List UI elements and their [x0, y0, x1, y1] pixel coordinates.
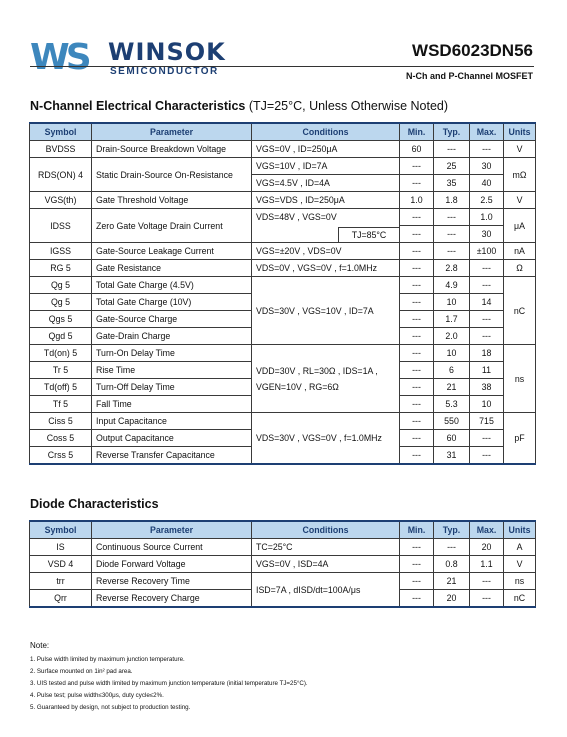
logo-tagline: SEMICONDUCTOR	[110, 66, 219, 77]
row-typ: 35	[434, 175, 470, 192]
row-symbol: VSD 4	[30, 556, 92, 573]
table-row	[30, 345, 536, 362]
col-symbol: Symbol	[30, 123, 92, 141]
row-max: ---	[470, 260, 504, 277]
row-symbol: RDS(ON) 4	[30, 158, 92, 192]
row-unit: V	[504, 141, 536, 158]
note-item: 1. Pulse width limited by maximum junction temperature.	[30, 656, 185, 663]
diode-section-title: Diode Characteristics	[30, 497, 159, 511]
row-symbol: RG 5	[30, 260, 92, 277]
row-typ: ---	[434, 539, 470, 556]
switching-condition-line1: VDD=30V , RL=30Ω , IDS=1A ,	[256, 365, 378, 376]
row-max: 38	[470, 379, 504, 396]
row-typ: 31	[434, 447, 470, 465]
row-condition: VGS=±20V , VDS=0V	[252, 243, 400, 260]
table-row	[30, 192, 536, 209]
row-min: ---	[400, 362, 434, 379]
row-max: ---	[470, 328, 504, 345]
reverse-recovery-condition: ISD=7A , dISD/dt=100A/μs	[252, 573, 400, 608]
nch-characteristics-table	[29, 122, 536, 465]
header-rule	[30, 66, 534, 67]
row-condition: VGS=10V , ID=7A	[252, 158, 400, 175]
row-typ: ---	[434, 209, 470, 226]
row-typ: 4.9	[434, 277, 470, 294]
col-typ: Typ.	[434, 521, 470, 539]
row-typ: ---	[434, 141, 470, 158]
row-min: ---	[400, 209, 434, 226]
row-min: 1.0	[400, 192, 434, 209]
row-unit: ns	[504, 573, 536, 590]
col-conditions: Conditions	[252, 123, 400, 141]
row-parameter: Gate-Source Leakage Current	[92, 243, 252, 260]
row-symbol: VGS(th)	[30, 192, 92, 209]
row-typ: 60	[434, 430, 470, 447]
row-symbol: trr	[30, 573, 92, 590]
nch-title: N-Channel Electrical Characteristics	[30, 99, 246, 113]
row-min: ---	[400, 311, 434, 328]
row-parameter: Continuous Source Current	[92, 539, 252, 556]
row-symbol: Qgd 5	[30, 328, 92, 345]
row-unit: nA	[504, 243, 536, 260]
col-max: Max.	[470, 123, 504, 141]
note-item: 4. Pulse test; pulse width≤300μs, duty cycle≤2%.	[30, 692, 164, 699]
table-row	[30, 141, 536, 158]
row-condition: TC=25°C	[252, 539, 400, 556]
row-symbol: BVDSS	[30, 141, 92, 158]
row-symbol: Td(on) 5	[30, 345, 92, 362]
row-typ: 21	[434, 573, 470, 590]
col-min: Min.	[400, 521, 434, 539]
row-typ: 2.8	[434, 260, 470, 277]
row-parameter: Turn-On Delay Time	[92, 345, 252, 362]
row-symbol: Qg 5	[30, 294, 92, 311]
row-min: ---	[400, 556, 434, 573]
row-symbol: Qg 5	[30, 277, 92, 294]
col-min: Min.	[400, 123, 434, 141]
row-min: ---	[400, 328, 434, 345]
gate-charge-unit: nC	[504, 277, 536, 345]
row-max: ---	[470, 430, 504, 447]
table-row	[30, 158, 536, 175]
table-row	[30, 573, 536, 590]
row-typ: 550	[434, 413, 470, 430]
page-header	[0, 0, 567, 92]
row-parameter: Rise Time	[92, 362, 252, 379]
col-parameter: Parameter	[92, 521, 252, 539]
row-parameter: Static Drain-Source On-Resistance	[92, 158, 252, 192]
col-conditions: Conditions	[252, 521, 400, 539]
row-parameter: Total Gate Charge (10V)	[92, 294, 252, 311]
row-typ: ---	[434, 243, 470, 260]
row-symbol: Qrr	[30, 590, 92, 608]
row-unit: Ω	[504, 260, 536, 277]
table-row	[30, 556, 536, 573]
row-condition: VGS=0V , ISD=4A	[252, 556, 400, 573]
logo-mark-text: WS	[30, 37, 88, 78]
row-max: ---	[470, 590, 504, 608]
row-symbol: IGSS	[30, 243, 92, 260]
device-subtitle: N-Ch and P-Channel MOSFET	[406, 71, 533, 81]
col-typ: Typ.	[434, 123, 470, 141]
table-row	[30, 260, 536, 277]
row-min: ---	[400, 345, 434, 362]
table-row	[30, 243, 536, 260]
row-max: 715	[470, 413, 504, 430]
row-unit: A	[504, 539, 536, 556]
row-typ: 10	[434, 294, 470, 311]
switching-unit: ns	[504, 345, 536, 413]
row-min: ---	[400, 430, 434, 447]
row-parameter: Gate-Source Charge	[92, 311, 252, 328]
row-min: ---	[400, 573, 434, 590]
row-min: ---	[400, 158, 434, 175]
row-max: 11	[470, 362, 504, 379]
col-symbol: Symbol	[30, 521, 92, 539]
row-symbol: Qgs 5	[30, 311, 92, 328]
row-symbol: IS	[30, 539, 92, 556]
row-parameter: Turn-Off Delay Time	[92, 379, 252, 396]
row-max: 40	[470, 175, 504, 192]
row-parameter: Output Capacitance	[92, 430, 252, 447]
diode-characteristics-table	[29, 520, 536, 608]
row-unit: V	[504, 556, 536, 573]
note-item: 3. UIS tested and pulse width limited by maximum junction temperature (initial temperature TJ=25°C).	[30, 680, 308, 687]
row-typ: 20	[434, 590, 470, 608]
row-typ: 1.8	[434, 192, 470, 209]
row-symbol: Crss 5	[30, 447, 92, 465]
note-item: 5. Guaranteed by design, not subject to production testing.	[30, 704, 191, 711]
row-max: 2.5	[470, 192, 504, 209]
row-max: ±100	[470, 243, 504, 260]
row-max: 1.0	[470, 209, 504, 226]
row-symbol: Ciss 5	[30, 413, 92, 430]
row-typ: 5.3	[434, 396, 470, 413]
switching-condition	[252, 345, 400, 413]
table-row	[30, 539, 536, 556]
row-unit: mΩ	[504, 158, 536, 192]
row-typ: 6	[434, 362, 470, 379]
notes-title: Note:	[30, 641, 50, 650]
row-parameter: Input Capacitance	[92, 413, 252, 430]
logo-wordmark: WINSOK	[108, 38, 226, 66]
row-max: ---	[470, 447, 504, 465]
nch-section-title	[30, 99, 448, 114]
row-parameter: Reverse Transfer Capacitance	[92, 447, 252, 465]
col-units: Units	[504, 123, 536, 141]
row-max: 14	[470, 294, 504, 311]
row-condition	[252, 209, 400, 243]
note-item: 2. Surface mounted on 1in² pad area.	[30, 668, 133, 675]
row-min: 60	[400, 141, 434, 158]
row-parameter: Gate-Drain Charge	[92, 328, 252, 345]
row-typ: 21	[434, 379, 470, 396]
row-min: ---	[400, 413, 434, 430]
row-min: ---	[400, 590, 434, 608]
row-parameter: Total Gate Charge (4.5V)	[92, 277, 252, 294]
row-unit: V	[504, 192, 536, 209]
row-max: 20	[470, 539, 504, 556]
row-min: ---	[400, 243, 434, 260]
row-parameter: Drain-Source Breakdown Voltage	[92, 141, 252, 158]
row-typ: ---	[434, 226, 470, 243]
part-number: WSD6023DN56	[412, 41, 533, 60]
row-typ: 1.7	[434, 311, 470, 328]
row-min: ---	[400, 294, 434, 311]
col-max: Max.	[470, 521, 504, 539]
row-max: 10	[470, 396, 504, 413]
idss-condition: VDS=48V , VGS=0V	[256, 212, 337, 222]
row-symbol: IDSS	[30, 209, 92, 243]
row-max: 1.1	[470, 556, 504, 573]
capacitance-condition: VDS=30V , VGS=0V , f=1.0MHz	[252, 413, 400, 465]
row-unit: μA	[504, 209, 536, 243]
row-max: ---	[470, 141, 504, 158]
diode-header-row	[30, 521, 536, 539]
winsok-logo	[30, 38, 230, 78]
table-row	[30, 277, 536, 294]
row-max: 30	[470, 158, 504, 175]
row-symbol: Tf 5	[30, 396, 92, 413]
row-max: ---	[470, 573, 504, 590]
capacitance-unit: pF	[504, 413, 536, 465]
row-min: ---	[400, 447, 434, 465]
gate-charge-condition: VDS=30V , VGS=10V , ID=7A	[252, 277, 400, 345]
row-typ: 2.0	[434, 328, 470, 345]
row-parameter: Zero Gate Voltage Drain Current	[92, 209, 252, 243]
row-symbol: Tr 5	[30, 362, 92, 379]
row-parameter: Diode Forward Voltage	[92, 556, 252, 573]
row-max: ---	[470, 311, 504, 328]
row-max: 30	[470, 226, 504, 243]
logo-mark	[30, 38, 88, 78]
row-min: ---	[400, 226, 434, 243]
row-parameter: Gate Resistance	[92, 260, 252, 277]
idss-temp-condition: TJ=85°C	[338, 227, 399, 242]
switching-condition-line2: VGEN=10V , RG=6Ω	[256, 381, 339, 392]
row-max: ---	[470, 277, 504, 294]
row-typ: 0.8	[434, 556, 470, 573]
col-parameter: Parameter	[92, 123, 252, 141]
row-condition: VGS=VDS , ID=250μA	[252, 192, 400, 209]
row-max: 18	[470, 345, 504, 362]
row-parameter: Reverse Recovery Time	[92, 573, 252, 590]
row-parameter: Fall Time	[92, 396, 252, 413]
row-min: ---	[400, 260, 434, 277]
row-condition: VGS=4.5V , ID=4A	[252, 175, 400, 192]
row-symbol: Coss 5	[30, 430, 92, 447]
row-min: ---	[400, 379, 434, 396]
row-min: ---	[400, 396, 434, 413]
row-parameter: Reverse Recovery Charge	[92, 590, 252, 608]
table-row	[30, 413, 536, 430]
row-typ: 25	[434, 158, 470, 175]
row-min: ---	[400, 175, 434, 192]
row-condition: VGS=0V , ID=250μA	[252, 141, 400, 158]
row-min: ---	[400, 277, 434, 294]
nch-header-row	[30, 123, 536, 141]
nch-title-condition: (TJ=25°C, Unless Otherwise Noted)	[245, 99, 449, 113]
row-min: ---	[400, 539, 434, 556]
row-unit: nC	[504, 590, 536, 608]
table-row	[30, 209, 536, 226]
col-units: Units	[504, 521, 536, 539]
row-typ: 10	[434, 345, 470, 362]
row-parameter: Gate Threshold Voltage	[92, 192, 252, 209]
row-symbol: Td(off) 5	[30, 379, 92, 396]
row-condition: VDS=0V , VGS=0V , f=1.0MHz	[252, 260, 400, 277]
